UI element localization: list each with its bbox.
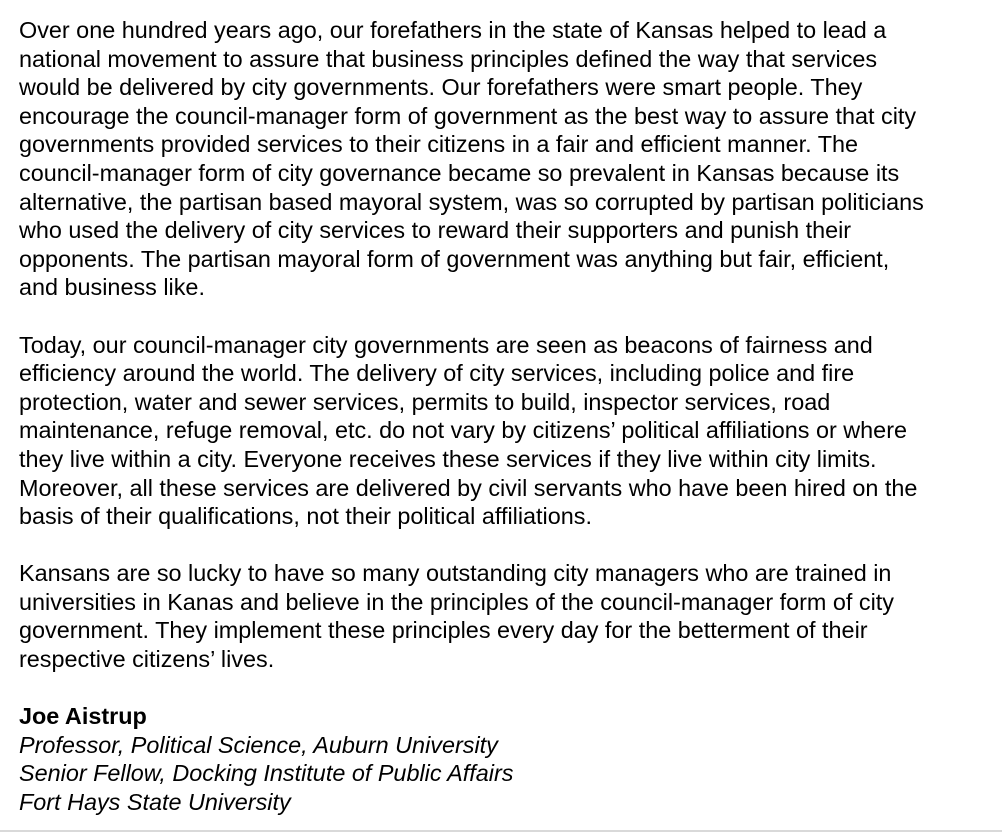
paragraph-line: Moreover, all these services are delivered by civil servants who have been hired on the (19, 474, 918, 501)
paragraph-line: Over one hundred years ago, our forefathers in the state of Kansas helped to lead a (19, 17, 887, 43)
paragraph-line: protection, water and sewer services, permits to build, inspector services, road (19, 388, 831, 415)
author-title: Senior Fellow, Docking Institute of Public Affairs (19, 760, 514, 787)
paragraph-line: Kansans are so lucky to have so many outstanding city managers who are trained in (19, 560, 892, 587)
paragraph-line: opponents. The partisan mayoral form of government was anything but fair, efficient, (19, 245, 890, 272)
paragraph-1 (19, 16, 985, 302)
paragraph-line: would be delivered by city governments. Our forefathers were smart people. They (19, 74, 863, 101)
paragraph-line: who used the delivery of city services to reward their supporters and punish their (19, 217, 852, 244)
paragraph-line: maintenance, refuge removal, etc. do not vary by citizens’ political affiliations or where (19, 417, 907, 444)
paragraph-line: alternative, the partisan based mayoral system, was so corrupted by partisan politicians (19, 188, 924, 215)
paragraph-line: government. They implement these principles every day for the betterment of their (19, 617, 868, 644)
author-title: Professor, Political Science, Auburn University (19, 731, 498, 758)
paragraph-line: national movement to assure that business principles defined the way that services (19, 45, 878, 72)
paragraph-line: universities in Kanas and believe in the principles of the council-manager form of city (19, 588, 895, 615)
author-affiliation: Fort Hays State University (19, 789, 291, 816)
paragraph-line: they live within a city. Everyone receives these services if they live within city limits. (19, 445, 877, 472)
document-body (19, 16, 985, 817)
paragraph-line: basis of their qualifications, not their political affiliations. (19, 503, 592, 530)
paragraph-line: and business like. (19, 274, 205, 301)
paragraph-line: efficiency around the world. The delivery of city services, including police and fire (19, 360, 855, 387)
paragraph-line: Today, our council-manager city governments are seen as beacons of fairness and (19, 331, 873, 358)
signature-block (19, 702, 985, 816)
paragraph-line: respective citizens’ lives. (19, 646, 275, 673)
author-name: Joe Aistrup (19, 703, 147, 730)
paragraph-2 (19, 331, 985, 531)
paragraph-line: council-manager form of city governance became so prevalent in Kansas because its (19, 159, 900, 186)
paragraph-line: encourage the council-manager form of government as the best way to assure that city (19, 102, 917, 129)
paragraph-3 (19, 559, 985, 673)
paragraph-line: governments provided services to their citizens in a fair and efficient manner. The (19, 131, 859, 158)
